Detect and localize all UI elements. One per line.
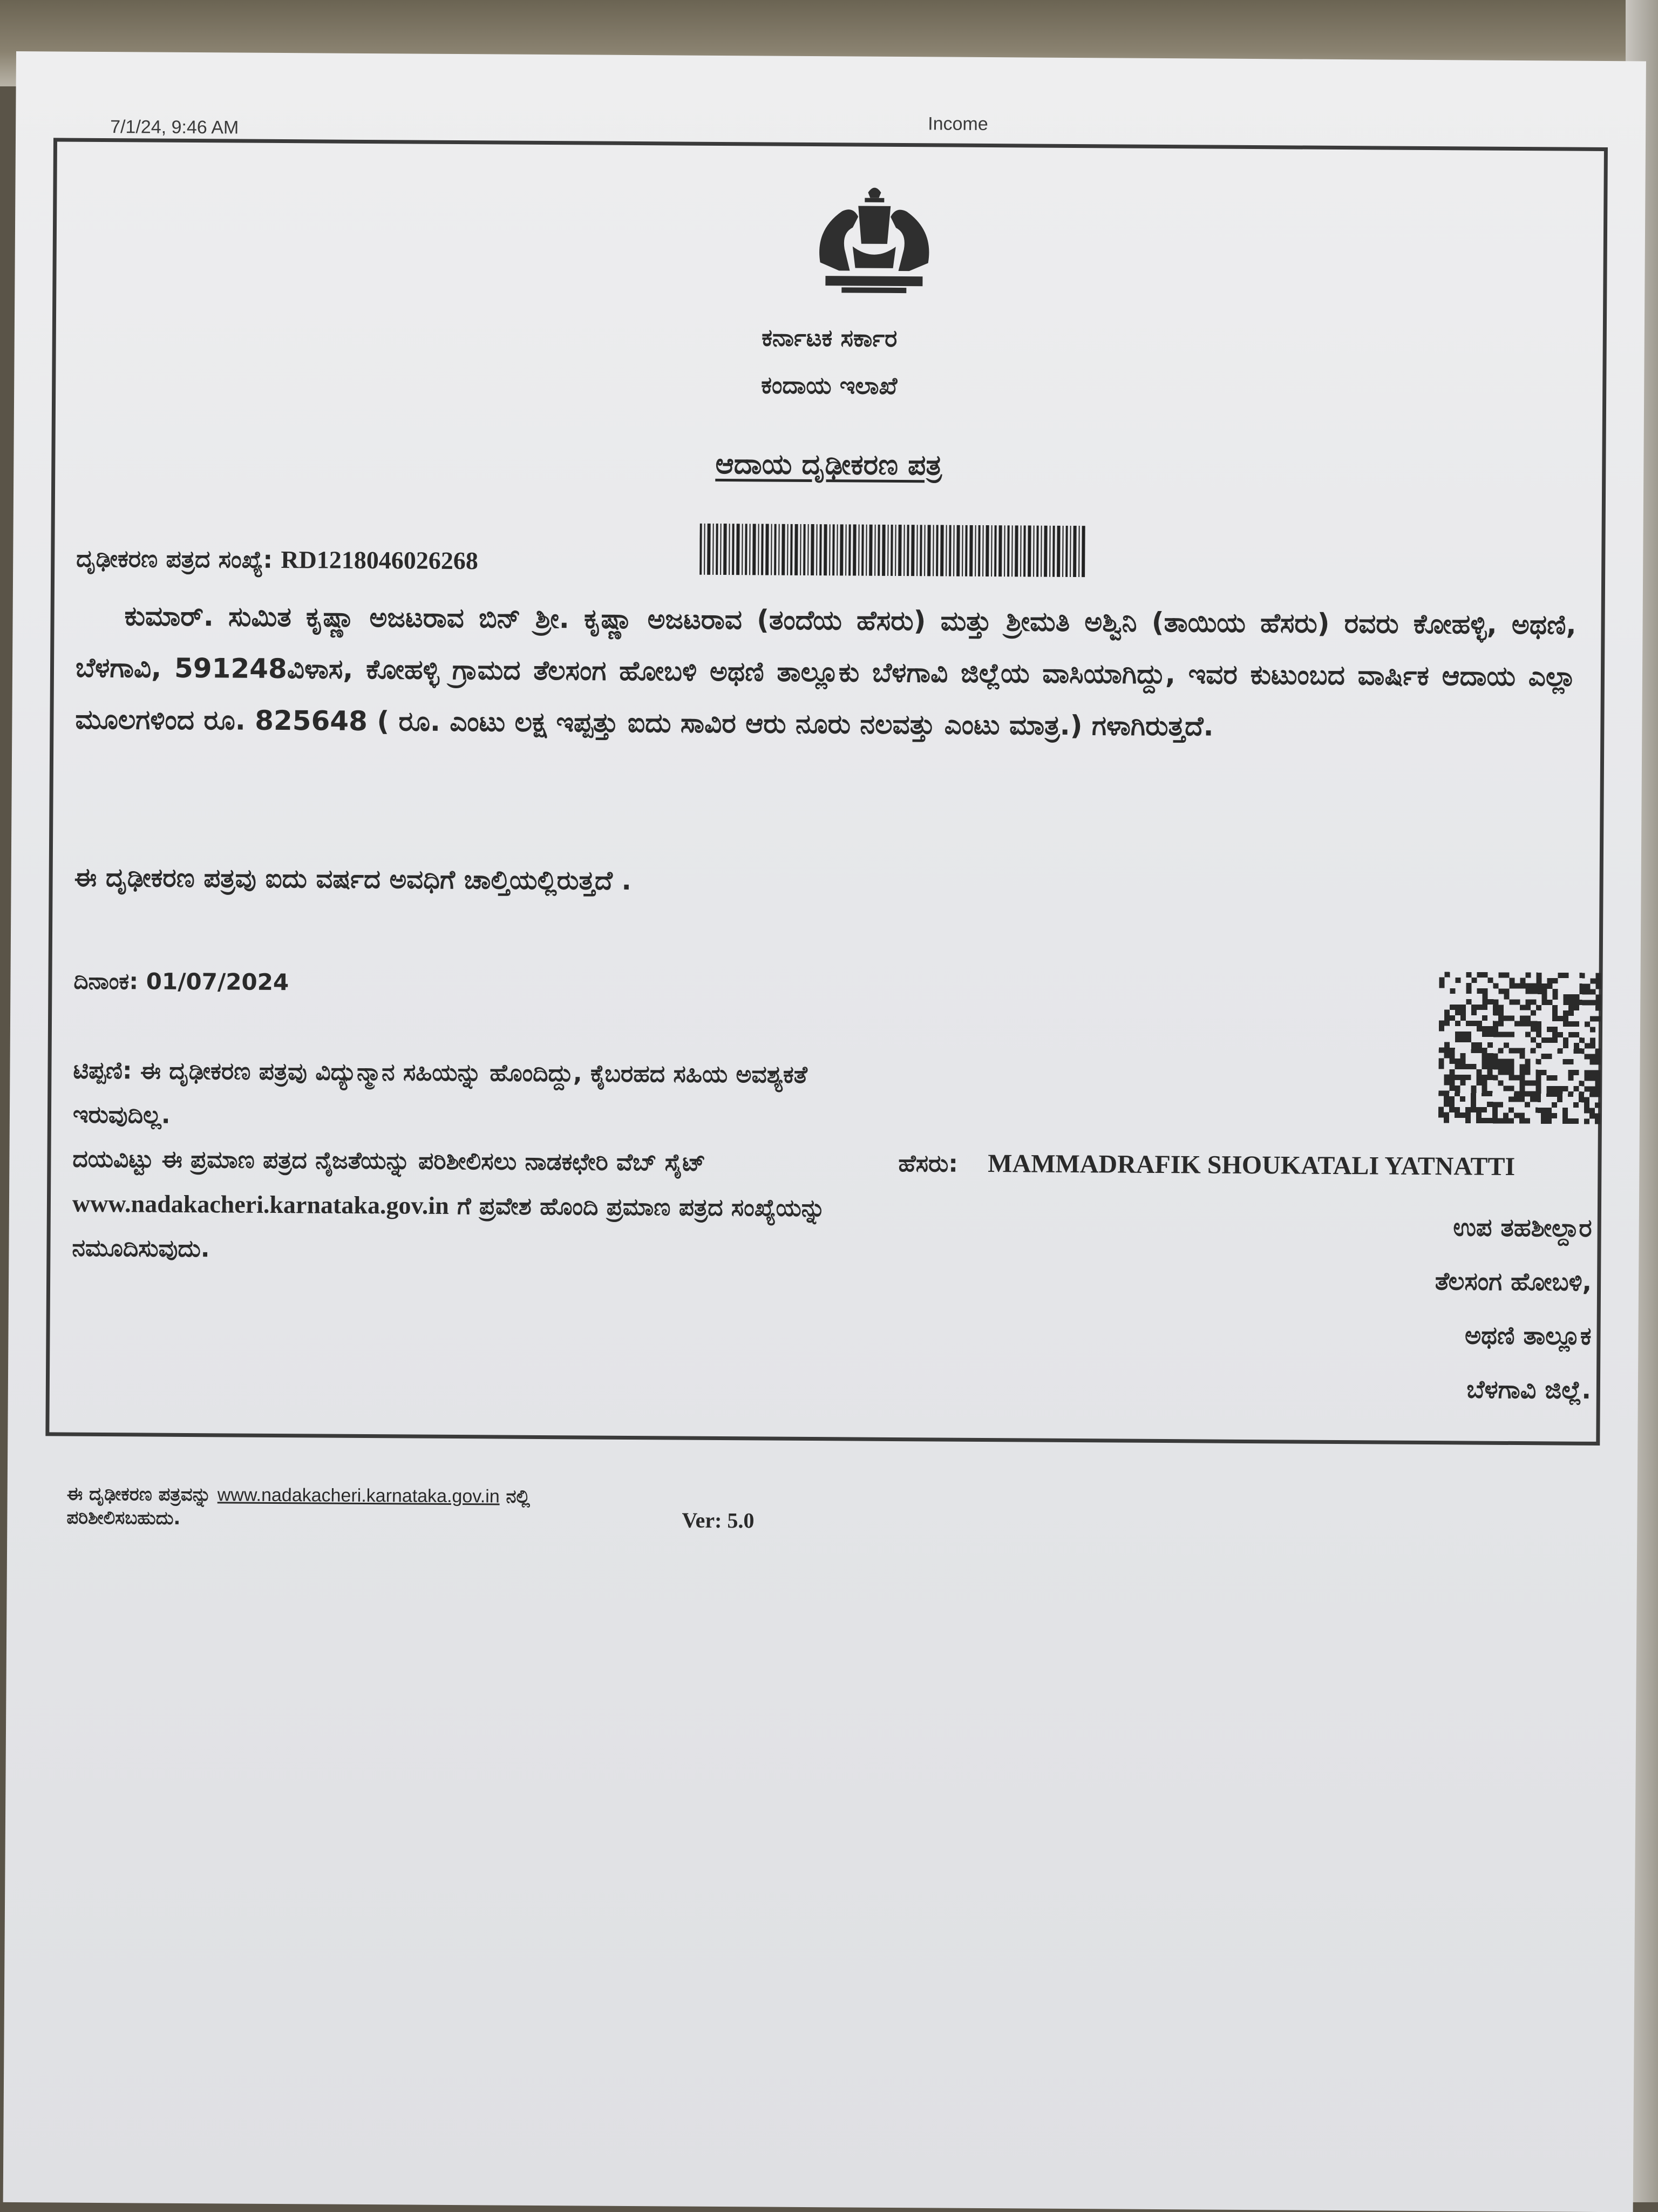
issue-date [73, 968, 289, 996]
note-verification [72, 1137, 903, 1275]
signatory-hobli: ತೆಲಸಂಗ ಹೋಬಳಿ, [1435, 1266, 1592, 1297]
document-title: ಆದಾಯ ದೃಢೀಕರಣ ಪತ್ರ [715, 447, 942, 482]
note-verification-text: ದಯವಿಟ್ಟು ಈ ಪ್ರಮಾಣ ಪತ್ರದ ನೈಜತೆಯನ್ನು ಪರಿಶೀಲಿಸಲು ನಾಡಕಛೇರಿ ವೆಬ್ ಸೈಟ್ [72, 1145, 706, 1177]
signatory-name-label: ಹೆಸರು: [898, 1150, 959, 1178]
footer-verify-link[interactable]: www.nadakacheri.karnataka.gov.in [217, 1484, 500, 1507]
validity-statement: ಈ ದೃಢೀಕರಣ ಪತ್ರವು ಐದು ವರ್ಷದ ಅವಧಿಗೆ ಚಾಲ್ತಿಯಲ್ಲಿರುತ್ತದೆ . [74, 862, 632, 896]
signatory-name-row [898, 1148, 1515, 1182]
footer-verify-suffix: ನಲ್ಲಿ [506, 1485, 531, 1508]
barcode [699, 524, 1089, 596]
certificate-number-row [76, 544, 478, 575]
version-label: Ver: 5.0 [682, 1508, 755, 1533]
signatory-name: MAMMADRAFIK SHOUKATALI YATNATTI [988, 1149, 1516, 1182]
date-label: ದಿನಾಂಕ: [73, 967, 139, 995]
qr-code [1438, 971, 1601, 1125]
certificate-frame [45, 138, 1608, 1446]
certificate-number: RD1218046026268 [281, 546, 479, 575]
certificate-body: ಕುಮಾರ್. ಸುಮಿತ ಕೃಷ್ಣಾ ಅಜಟರಾವ ಬಿನ್ ಶ್ರೀ. ಕೃಷ್ಣಾ ಅಜಟರಾವ (ತಂದೆಯ ಹೆಸರು) ಮತ್ತು ಶ್ರೀಮತಿ ಅಶ್ವಿನಿ (ತಾಯಿಯ ಹೆಸರು) ರವರು ಕೋಹಳ್ಳಿ, ಅಥಣಿ, ಬೆಳಗಾವಿ, 591248ವಿಳಾಸ, ಕೋಹಳ್ಳಿ ಗ್ರಾಮದ ತೆಲಸಂಗ ಹೋಬಳಿ ಅಥಣಿ ತಾಲ್ಲೂಕು ಬೆಳಗಾವಿ ಜಿಲ್ಲೆಯ ವಾಸಿಯಾಗಿದ್ದು, ಇವರ ಕುಟುಂಬದ ವಾರ್ಷಿಕ ಆದಾಯ ಎಲ್ಲಾ ಮೂಲಗಳಿಂದ ರೂ. 825648 ( ರೂ. ಎಂಟು ಲಕ್ಷ ಇಪ್ಪತ್ತು ಐದು ಸಾವಿರ ಆರು ನೂರು ನಲವತ್ತು ಎಂಟು ಮಾತ್ರ.) ಗಳಾಗಿರುತ್ತದೆ. [75, 600, 1577, 742]
signatory-taluk: ಅಥಣಿ ತಾಲ್ಲೂಕ [1464, 1320, 1592, 1351]
document-page [3, 51, 1646, 2212]
signatory-district: ಬೆಳಗಾವಿ ಜಿಲ್ಲೆ. [1466, 1374, 1592, 1404]
footer-verify [66, 1482, 530, 1532]
note-verification-text-end: ಗೆ ಪ್ರವೇಶ ಹೊಂದಿ ಪ್ರಮಾಣ ಪತ್ರದ ಸಂಖ್ಯೆಯನ್ನು ನಮೂದಿಸುವುದು. [72, 1192, 826, 1263]
print-timestamp: 7/1/24, 9:46 AM [110, 117, 239, 138]
certificate-number-label: ದೃಢೀಕರಣ ಪತ್ರದ ಸಂಖ್ಯೆ: [76, 545, 273, 574]
footer-verify-text: ಈ ದೃಢೀಕರಣ ಪತ್ರವನ್ನು [66, 1483, 212, 1506]
government-name: ಕರ್ನಾಟಕ ಸರ್ಕಾರ [762, 324, 898, 352]
date-value: 01/07/2024 [146, 968, 289, 996]
department-name: ಕಂದಾಯ ಇಲಾಖೆ [761, 371, 898, 400]
footer-verify-line2: ಪರಿಶೀಲಿಸಬಹುದು. [66, 1507, 181, 1529]
verification-url: www.nadakacheri.karnataka.gov.in [72, 1189, 449, 1219]
karnataka-emblem-icon [804, 181, 944, 296]
note-block [72, 1049, 904, 1275]
note-signature: ಟಿಪ್ಪಣಿ: ಈ ದೃಢೀಕರಣ ಪತ್ರವು ವಿದ್ಯುನ್ಮಾನ ಸಹಿಯನ್ನು ಹೊಂದಿದ್ದು, ಕೈಬರಹದ ಸಹಿಯ ಅವಶ್ಯಕತೆ ಇರುವುದಿಲ್ಲ. [72, 1056, 807, 1129]
print-title: Income [928, 113, 988, 135]
signatory-title: ಉಪ ತಹಶೀಲ್ದಾರ [1453, 1212, 1592, 1243]
signatory-designation [1434, 1200, 1592, 1417]
